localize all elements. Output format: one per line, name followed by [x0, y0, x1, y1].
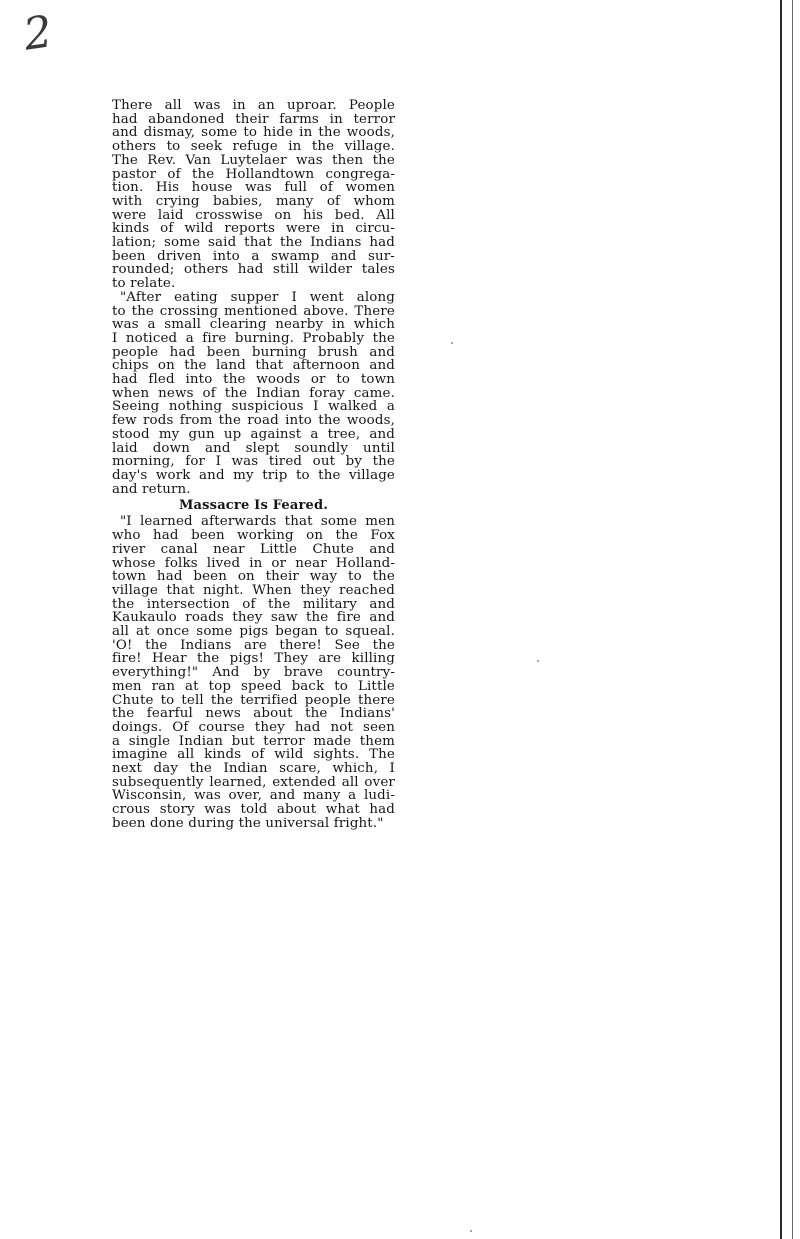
text-line: the fearful news about the Indians': [112, 706, 395, 722]
text-line: 'O! the Indians are there! See the: [112, 637, 395, 653]
text-line: and dismay, some to hide in the woods,: [112, 125, 395, 141]
scan-speck: [451, 342, 453, 344]
text-line: a single Indian but terror made them: [112, 733, 395, 749]
text-line: pastor of the Hollandtown congrega-: [112, 166, 395, 182]
text-line: rounded; others had still wilder tales: [112, 262, 395, 278]
text-line: was a small clearing nearby in which: [112, 317, 395, 333]
scan-speck: [537, 660, 539, 662]
text-line: river canal near Little Chute and: [112, 541, 395, 557]
text-line: town had been on their way to the: [112, 569, 395, 585]
text-line: all at once some pigs began to squeal.: [112, 624, 395, 640]
text-line: morning, for I was tired out by the: [112, 454, 395, 470]
text-line: There all was in an uproar. People: [112, 98, 395, 113]
text-line: to the crossing mentioned above. There: [112, 303, 395, 319]
text-line: "I learned afterwards that some men: [120, 514, 395, 530]
paragraph-1: [112, 99, 395, 291]
text-line: I noticed a fire burning. Probably the: [112, 330, 395, 346]
text-line: chips on the land that afternoon and: [112, 358, 395, 374]
text-line: who had been working on the Fox: [112, 528, 395, 544]
text-line: to relate.: [112, 276, 176, 292]
text-line: kinds of wild reports were in circu-: [112, 221, 395, 237]
text-line: been driven into a swamp and sur-: [112, 248, 395, 264]
text-line: village that night. When they reached: [112, 582, 395, 598]
article-column: [112, 99, 395, 831]
text-line: the intersection of the military and: [112, 596, 395, 612]
text-line: and return.: [112, 481, 191, 497]
section-heading: Massacre Is Feared.: [178, 498, 329, 514]
text-line: people had been burning brush and: [112, 344, 395, 360]
text-line: fire! Hear the pigs! They are killing: [112, 651, 395, 667]
text-line: had abandoned their farms in terror: [112, 111, 395, 127]
text-line: stood my gun up against a tree, and: [112, 426, 395, 442]
text-line: were laid crosswise on his bed. All: [112, 207, 395, 223]
text-line: been done during the universal fright.": [112, 815, 384, 831]
text-line: everything!" And by brave country-: [112, 665, 395, 681]
text-line: day's work and my trip to the village: [112, 467, 395, 483]
paragraph-3: [112, 515, 395, 830]
text-line: with crying babies, many of whom: [112, 193, 395, 209]
text-line: "After eating supper I went along: [120, 289, 395, 305]
text-line: Chute to tell the terrified people there: [112, 692, 395, 708]
text-line: men ran at top speed back to Little: [112, 678, 395, 694]
text-line: few rods from the road into the woods,: [112, 413, 395, 429]
text-line: doings. Of course they had not seen: [112, 719, 395, 735]
text-line: subsequently learned, extended all over: [112, 774, 395, 790]
text-line: others to seek refuge in the village.: [112, 139, 395, 155]
text-line: whose folks lived in or near Holland-: [112, 555, 395, 571]
scan-edge-line-outer: [792, 0, 793, 1239]
text-line: when news of the Indian foray came.: [112, 385, 395, 401]
text-line: imagine all kinds of wild sights. The: [112, 747, 395, 763]
text-line: next day the Indian scare, which, I: [112, 761, 395, 777]
text-line: tion. His house was full of women: [112, 180, 395, 196]
text-line: had fled into the woods or to town: [112, 372, 395, 388]
text-line: Wisconsin, was over, and many a ludi-: [112, 788, 395, 804]
text-line: crous story was told about what had: [112, 802, 395, 818]
text-line: Kaukaulo roads they saw the fire and: [112, 610, 395, 626]
text-line: Seeing nothing suspicious I walked a: [112, 399, 395, 415]
scan-edge-line: [780, 0, 782, 1239]
text-line: The Rev. Van Luytelaer was then the: [112, 152, 395, 168]
handwritten-page-number: 2: [20, 6, 56, 61]
text-line: laid down and slept soundly until: [112, 440, 395, 456]
scan-speck: [470, 1230, 472, 1232]
paragraph-2: [112, 291, 395, 497]
text-line: lation; some said that the Indians had: [112, 235, 395, 251]
